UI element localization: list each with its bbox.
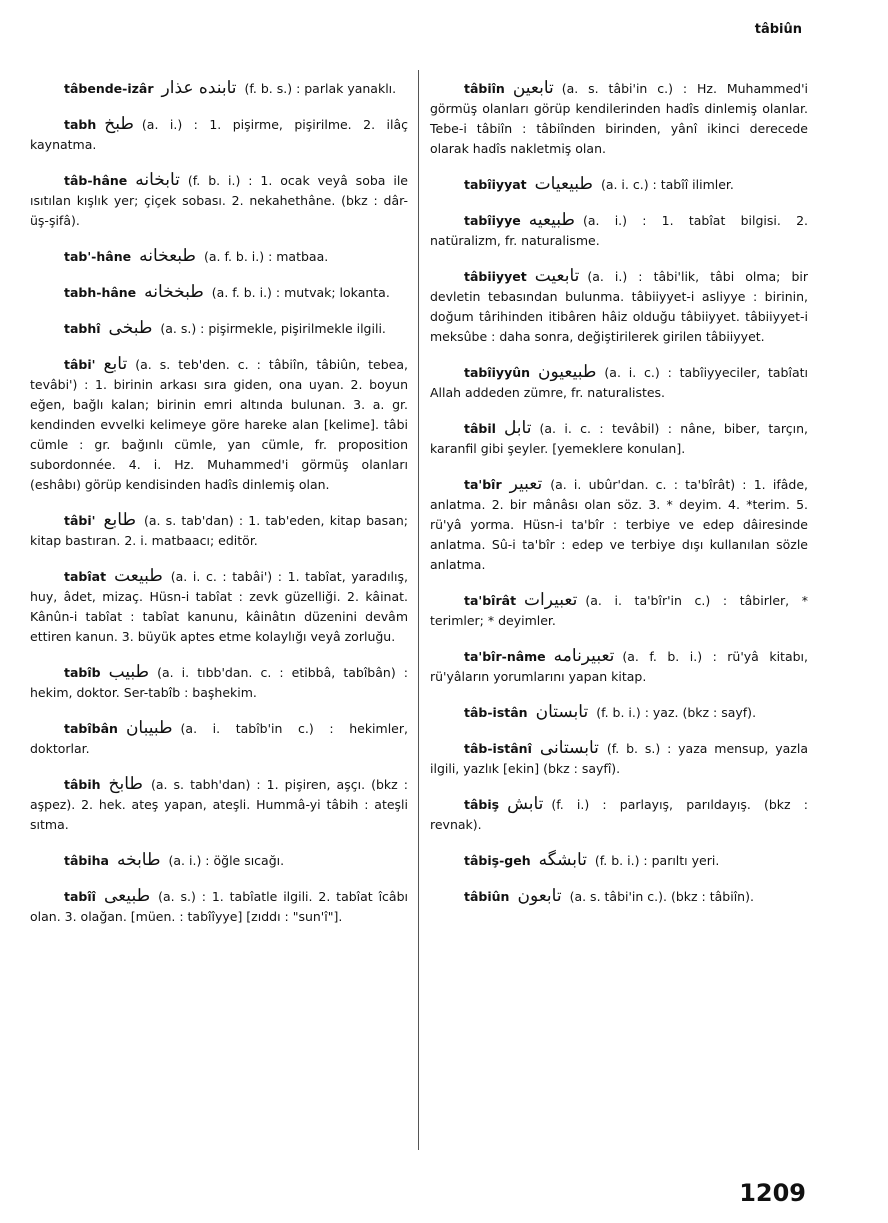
entry-arabic-script: تابش	[507, 794, 544, 814]
entry-headword: tâbiha	[64, 853, 109, 868]
entry-headword: ta'bîr	[464, 477, 502, 492]
dictionary-entry	[30, 566, 408, 647]
entry-definition: (a. i. ta'bîr'in c.) : tâbirler, * terimler; * deyimler.	[430, 593, 808, 628]
dictionary-entry	[430, 78, 808, 159]
entry-arabic-script: طابخه	[116, 850, 161, 870]
entry-arabic-script: تعبير	[509, 474, 543, 494]
dictionary-entry	[430, 174, 808, 195]
entry-arabic-script: تابعين	[512, 78, 554, 98]
entry-headword: tâbil	[464, 421, 496, 436]
entry-headword: tabîiyyat	[464, 177, 527, 192]
entry-definition: (a. i. c.) : tabîiyyeciler, tabîatı Allah addeden zümre, fr. naturalistes.	[430, 365, 808, 400]
entry-headword: tâbiş	[464, 797, 500, 812]
entry-definition: (a. i. c. : tabâi') : 1. tabîat, yaradılış, huy, âdet, mizaç. Hüsn-i tabîat : zevk güzelliği. 2. kâinat. Kânûn-i tabîat : tabîat kanunu, kâinâtın düzenini devâm ettiren kanun. 3. büyük aptes etme kolaylığı veyâ zorluğu.	[30, 569, 408, 644]
entry-arabic-script: تابستانى	[539, 738, 599, 758]
entry-arabic-script: تابعون	[517, 886, 562, 906]
column-divider	[418, 70, 419, 1150]
entry-definition: (a. s.) : 1. tabîatle ilgili. 2. tabîat îcâbı olan. 3. olağan. [müen. : tabîîyye] [zıddı : "sun'î"].	[30, 889, 408, 924]
entry-headword: tabîiyyûn	[464, 365, 531, 380]
right-column	[430, 78, 808, 922]
dictionary-entry	[430, 794, 808, 835]
entry-arabic-script: تابنده عذار	[161, 78, 237, 98]
dictionary-entry	[30, 774, 408, 835]
entry-definition: (f. i.) : parlayış, parıldayış. (bkz : revnak).	[430, 797, 808, 832]
entry-arabic-script: تعبيرنامه	[553, 646, 615, 666]
dictionary-entry	[30, 850, 408, 871]
entry-headword: tâb-hâne	[64, 173, 128, 188]
entry-definition: (a. s. teb'den. c. : tâbiîn, tâbiûn, tebea, tevâbi') : 1. birinin arkası sıra giden, ona uyan. 2. boyun eğen, bağlı kalan; birinin emri altında bulunan. 3. a. gr. kendinden evvelki kelimeye göre hareke alan [kelime]. tâbi cümle : gr. bağınlı cümle, yan cümle, fr. proposition subordonnée. 4. i. Hz. Muhammed'i görmüş olanları (eshâbı) görüp kendisinden hadîs dinlemiş olan.	[30, 357, 408, 492]
entry-arabic-script: طابخ	[108, 774, 143, 794]
dictionary-entry	[430, 210, 808, 251]
entry-headword: tâb-istânî	[464, 741, 532, 756]
entry-headword: tâbiûn	[464, 889, 510, 904]
entry-headword: ta'bîrât	[464, 593, 517, 608]
entry-definition: (a. i.) : tâbi'lik, tâbi olma; bir devletin tebasından bulunma. tâbiiyyet-i asliyye : birinin, doğum târihinden itibâren hâiz olduğu tâbiiyyet. tâbiiyyet-i meksûbe : daha sonra, değiştirilerek girilen tâbiiyyet.	[430, 269, 808, 344]
entry-arabic-script: تابخانه	[135, 170, 180, 190]
entry-arabic-script: تابع	[103, 354, 128, 374]
entry-headword: tâbi'	[64, 513, 96, 528]
entry-definition: (a. f. b. i.) : rü'yâ kitabı, rü'yâların yorumlarını yapan kitap.	[430, 649, 808, 684]
dictionary-entry	[430, 590, 808, 631]
dictionary-entry	[30, 886, 408, 927]
dictionary-entry	[430, 738, 808, 779]
entry-headword: tabîbân	[64, 721, 118, 736]
entry-headword: tabîiyye	[464, 213, 521, 228]
dictionary-entry	[30, 78, 408, 99]
dictionary-entry	[430, 702, 808, 723]
dictionary-entry	[30, 170, 408, 231]
entry-headword: tab'-hâne	[64, 249, 132, 264]
entry-arabic-script: طبخى	[108, 318, 153, 338]
entry-definition: (a. f. b. i.) : mutvak; lokanta.	[211, 285, 390, 300]
dictionary-entry	[430, 266, 808, 347]
entry-arabic-script: طبيعت	[114, 566, 163, 586]
entry-definition: (a. i. tıbb'dan. c. : etibbâ, tabîbân) : hekim, doktor. Ser-tabîb : başhekim.	[30, 665, 408, 700]
dictionary-entry	[30, 246, 408, 267]
entry-headword: tâbende-izâr	[64, 81, 154, 96]
dictionary-entry	[430, 646, 808, 687]
entry-headword: tabhî	[64, 321, 101, 336]
entry-definition: (a. i. tabîb'in c.) : hekimler, doktorlar.	[30, 721, 408, 756]
entry-definition: (a. f. b. i.) : matbaa.	[203, 249, 329, 264]
entry-headword: tabh-hâne	[64, 285, 137, 300]
entry-definition: (f. b. i.) : yaz. (bkz : sayf).	[596, 705, 757, 720]
entry-definition: (f. b. i.) : 1. ocak veyâ soba ile ısıtılan kışlık yer; çiçek sobası. 2. nekahethâne. (bkz : dâr-üş-şifâ).	[30, 173, 408, 228]
dictionary-entry	[30, 282, 408, 303]
entry-definition: (a. s. tab'dan) : 1. tab'eden, kitap basan; kitap bastıran. 2. i. matbaacı; editör.	[30, 513, 408, 548]
entry-definition: (a. i.) : 1. pişirme, pişirilme. 2. ilâç kaynatma.	[30, 117, 408, 152]
entry-definition: (a. s.) : pişirmekle, pişirilmekle ilgili.	[160, 321, 386, 336]
dictionary-entry	[30, 510, 408, 551]
entry-definition: (a. s. tâbi'in c.). (bkz : tâbiîn).	[569, 889, 754, 904]
entry-definition: (a. s. tâbi'in c.) : Hz. Muhammed'i görmüş olanları görüp kendilerinden hadîs dinlemiş olanlar. Tebe-i tâbiîn : tâbiînden birinden, yânî ikinci derecede olarak hadîs nakletmiş olan.	[430, 81, 808, 156]
entry-arabic-script: طبيعيه	[528, 210, 575, 230]
entry-arabic-script: طبيب	[108, 662, 150, 682]
entry-arabic-script: طبيعيات	[534, 174, 593, 194]
page-number: 1209	[739, 1179, 806, 1207]
dictionary-entry	[30, 718, 408, 759]
entry-headword: tâbiîn	[464, 81, 505, 96]
entry-headword: tabîb	[64, 665, 101, 680]
entry-arabic-script: طبيبان	[125, 718, 173, 738]
dictionary-entry	[30, 354, 408, 495]
entry-headword: ta'bîr-nâme	[464, 649, 546, 664]
dictionary-entry	[430, 886, 808, 907]
dictionary-entry	[430, 418, 808, 459]
entry-arabic-script: تابعيت	[534, 266, 580, 286]
entry-headword: tabîî	[64, 889, 96, 904]
entry-definition: (a. s. tabh'dan) : 1. pişiren, aşçı. (bkz : aşpez). 2. hek. ateş yapan, ateşli. Hummâ-yi tâbih : ateşli sıtma.	[30, 777, 408, 832]
entry-definition: (a. i.) : 1. tabîat bilgisi. 2. natüralizm, fr. naturalisme.	[430, 213, 808, 248]
entry-arabic-script: طبخخانه	[144, 282, 204, 302]
entry-definition: (f. b. i.) : parıltı yeri.	[594, 853, 720, 868]
running-head: tâbiûn	[754, 22, 802, 37]
dictionary-entry	[30, 114, 408, 155]
dictionary-entry	[30, 662, 408, 703]
entry-headword: tâbih	[64, 777, 101, 792]
entry-headword: tabîat	[64, 569, 107, 584]
entry-arabic-script: طبعخانه	[139, 246, 196, 266]
entry-headword: tâb-istân	[464, 705, 528, 720]
dictionary-entry	[30, 318, 408, 339]
dictionary-entry	[430, 474, 808, 575]
dictionary-entry	[430, 362, 808, 403]
entry-arabic-script: طابع	[103, 510, 136, 530]
entry-definition: (a. i. c.) : tabîî ilimler.	[600, 177, 734, 192]
entry-arabic-script: تابشگه	[538, 850, 587, 870]
entry-arabic-script: طبيعيون	[538, 362, 597, 382]
entry-definition: (a. i.) : öğle sıcağı.	[168, 853, 285, 868]
left-column	[30, 78, 408, 942]
entry-headword: tabh	[64, 117, 97, 132]
entry-definition: (a. i. c. : tevâbil) : nâne, biber, tarçın, karanfil gibi şeyler. [yemeklere konulan].	[430, 421, 808, 456]
entry-definition: (f. b. s.) : yaza mensup, yazla ilgili, yazlık [ekin] (bkz : sayfî).	[430, 741, 808, 776]
entry-arabic-script: تعبيرات	[524, 590, 578, 610]
entry-arabic-script: طبخ	[104, 114, 134, 134]
entry-arabic-script: طبيعى	[103, 886, 151, 906]
entry-headword: tâbiş-geh	[464, 853, 531, 868]
entry-arabic-script: تابستان	[535, 702, 589, 722]
entry-definition: (f. b. s.) : parlak yanaklı.	[244, 81, 397, 96]
entry-headword: tâbiiyyet	[464, 269, 527, 284]
entry-definition: (a. i. ubûr'dan. c. : ta'bîrât) : 1. ifâde, anlatma. 2. bir mânâsı olan söz. 3. * deyim. 4. *terim. 5. rü'yâ yorma. Hüsn-i ta'bîr : terbiye ve edep dâiresinde anlatma. Sû-i ta'bîr : edep ve terbiye dışı kullanılan sözle anlatma.	[430, 477, 808, 572]
entry-arabic-script: تابل	[503, 418, 532, 438]
dictionary-entry	[430, 850, 808, 871]
entry-headword: tâbi'	[64, 357, 96, 372]
